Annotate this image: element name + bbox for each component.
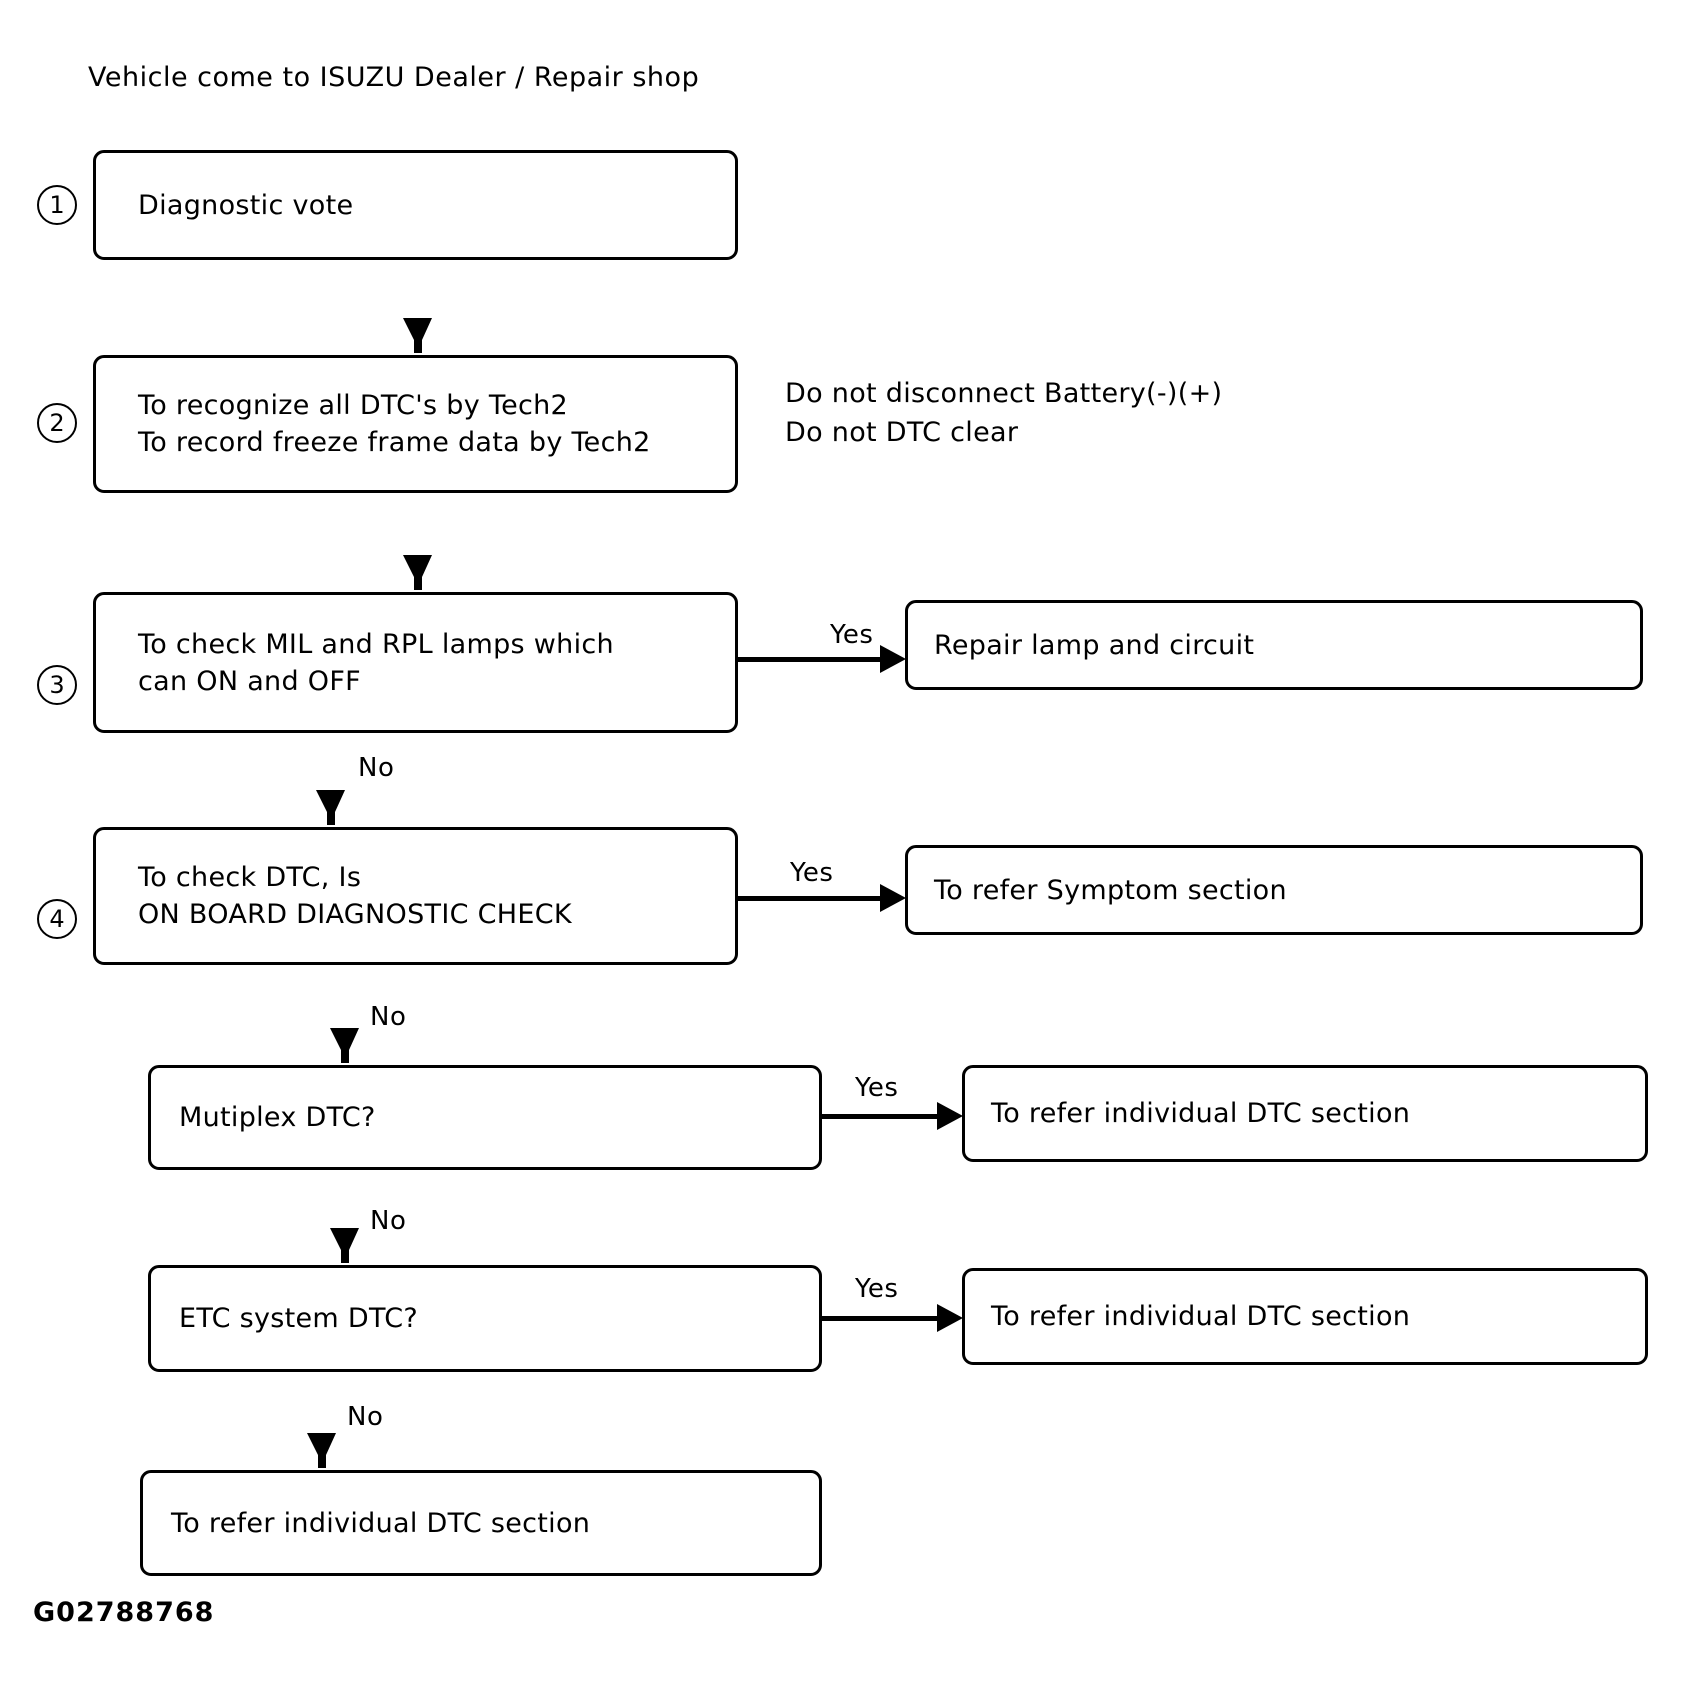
box-text-line: To refer Symptom section — [934, 874, 1287, 906]
box-text-line: To check MIL and RPL lamps which — [138, 628, 614, 660]
right-arrow-icon — [880, 645, 906, 673]
yes-label: Yes — [790, 858, 834, 888]
no-label: No — [370, 1206, 407, 1236]
connector-line — [738, 896, 886, 901]
result-box-individual-dtc-final — [140, 1470, 822, 1576]
yes-label: Yes — [830, 620, 874, 650]
note-line: Do not disconnect Battery(-)(+) — [785, 378, 1223, 409]
down-arrow-icon — [403, 555, 433, 591]
step-number-circle-4 — [37, 899, 77, 939]
down-arrow-icon — [316, 790, 346, 826]
diagram-title: Vehicle come to ISUZU Dealer / Repair shop — [88, 62, 700, 93]
decision-box-multiplex-dtc — [148, 1065, 822, 1170]
box-text-line: ETC system DTC? — [179, 1303, 418, 1334]
step-box-diagnostic-vote — [93, 150, 738, 260]
box-text-line: To record freeze frame data by Tech2 — [138, 427, 651, 458]
box-text-line: To recognize all DTC's by Tech2 — [138, 390, 569, 421]
down-arrow-icon — [330, 1228, 360, 1264]
box-text-line: can ON and OFF — [138, 665, 362, 697]
step-box-recognize-dtc — [93, 355, 738, 493]
step-number-circle-3 — [37, 665, 77, 705]
box-text-line: To check DTC, Is — [138, 862, 362, 893]
right-arrow-icon — [937, 1304, 963, 1332]
box-text-line: Diagnostic vote — [138, 189, 354, 221]
figure-id: G02788768 — [33, 1597, 215, 1628]
step-number-4: 4 — [49, 905, 65, 933]
right-arrow-icon — [937, 1102, 963, 1130]
right-arrow-icon — [880, 884, 906, 912]
down-arrow-icon — [330, 1028, 360, 1064]
down-arrow-icon — [403, 318, 433, 354]
yes-label: Yes — [855, 1073, 899, 1103]
connector-line — [822, 1316, 943, 1321]
down-arrow-icon — [307, 1433, 337, 1469]
connector-line — [822, 1114, 943, 1119]
result-box-repair-lamp — [905, 600, 1643, 690]
no-label: No — [358, 753, 395, 783]
step-number-1: 1 — [49, 191, 65, 219]
box-text-line: ON BOARD DIAGNOSTIC CHECK — [138, 899, 572, 930]
note-line: Do not DTC clear — [785, 417, 1019, 448]
step-box-onboard-diagnostic-check — [93, 827, 738, 965]
no-label: No — [370, 1002, 407, 1032]
box-text-line: To refer individual DTC section — [991, 1301, 1411, 1332]
step-number-circle-1 — [37, 185, 77, 225]
battery-warning-note — [785, 374, 1222, 452]
box-text-line: Mutiplex DTC? — [179, 1102, 376, 1133]
result-box-individual-dtc-2 — [962, 1268, 1648, 1365]
connector-line — [738, 657, 886, 662]
yes-label: Yes — [855, 1274, 899, 1304]
result-box-individual-dtc-1 — [962, 1065, 1648, 1162]
box-text-line: To refer individual DTC section — [991, 1098, 1411, 1129]
box-text-line: Repair lamp and circuit — [934, 629, 1255, 661]
decision-box-etc-system-dtc — [148, 1265, 822, 1372]
step-box-check-lamps — [93, 592, 738, 733]
step-number-2: 2 — [49, 409, 65, 437]
step-number-3: 3 — [49, 671, 65, 699]
result-box-symptom-section — [905, 845, 1643, 935]
step-number-circle-2 — [37, 403, 77, 443]
box-text-line: To refer individual DTC section — [171, 1507, 591, 1539]
no-label: No — [347, 1402, 384, 1432]
